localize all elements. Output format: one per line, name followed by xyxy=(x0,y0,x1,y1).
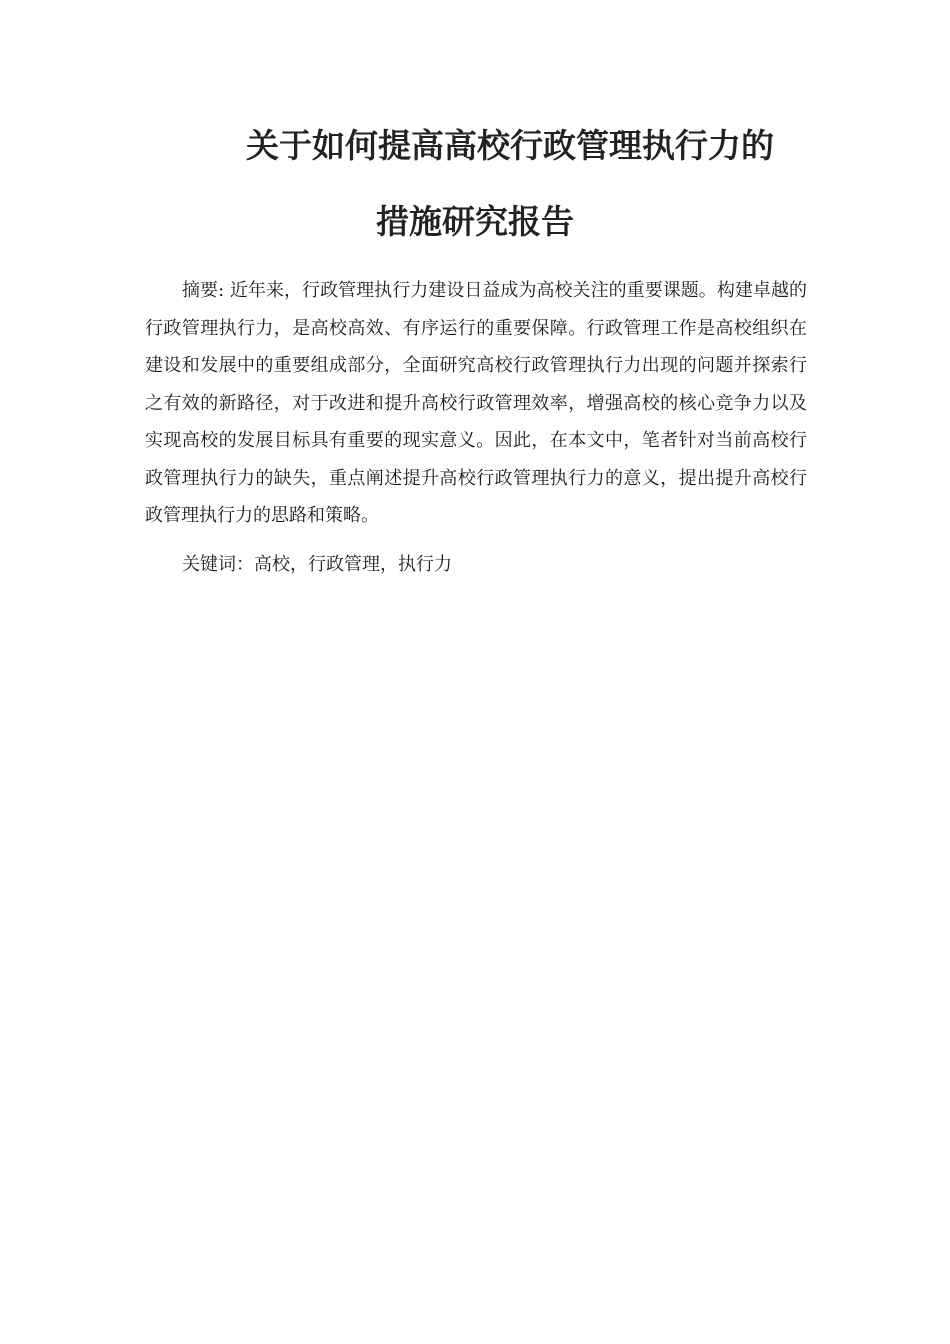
keywords-paragraph: 关键词：高校，行政管理，执行力 xyxy=(182,554,452,575)
abstract-paragraph: 摘要: 近年来，行政管理执行力建设日益成为高校关注的重要课题。构建卓越的行政管理执行力，是高校高效、有序运行的重要保障。行政管理工作是高校组织在建设和发展中的重要组成部分，全面研究高校行政管理执行力出现的问题并探索行之有效的新路径，对于改进和提升高校行政管理效率，增强高校的核心竞争力以及实现高校的发展目标具有重要的现实意义。因此，在本文中，笔者针对当前高校行政管理执行力的缺失，重点阐述提升高校行政管理执行力的意义，提出提升高校行政管理执行力的思路和策略。 xyxy=(145,280,807,526)
document-title-line-1: 关于如何提高高校行政管理执行力的 xyxy=(246,126,774,165)
document-title-line-2: 措施研究报告 xyxy=(376,202,574,241)
